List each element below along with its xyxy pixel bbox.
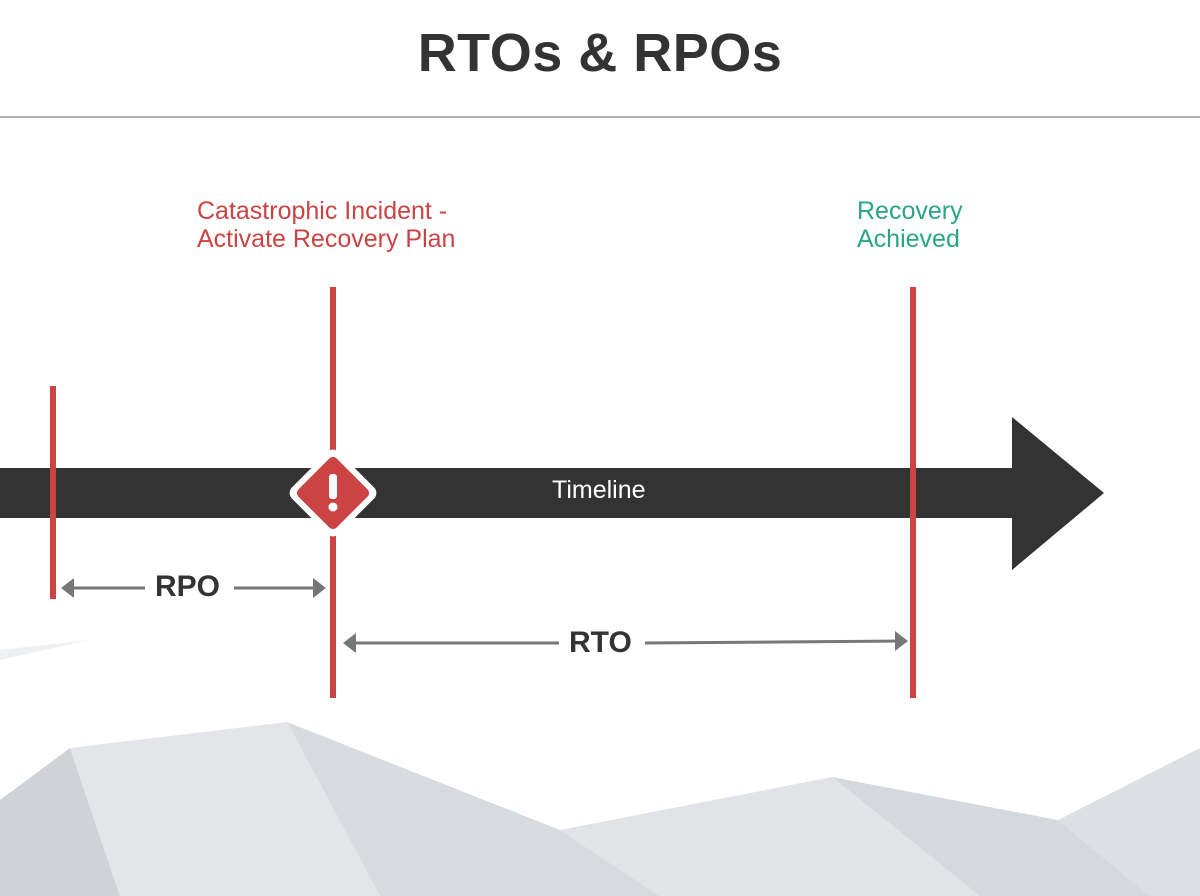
rpo-label: RPO bbox=[145, 570, 230, 604]
rto-label: RTO bbox=[559, 626, 642, 660]
incident-label-line1: Catastrophic Incident - bbox=[197, 197, 448, 225]
mountain-shape bbox=[0, 640, 90, 660]
title-divider bbox=[0, 116, 1200, 118]
timeline-label: Timeline bbox=[552, 476, 646, 504]
warning-diamond-icon bbox=[286, 446, 379, 539]
recovery-label bbox=[857, 197, 963, 253]
recovery-marker bbox=[910, 287, 916, 698]
recovery-label-line2: Achieved bbox=[857, 225, 960, 253]
incident-label-line2: Activate Recovery Plan bbox=[197, 225, 456, 253]
page-title: RTOs & RPOs bbox=[417, 23, 783, 83]
incident-label bbox=[197, 197, 455, 253]
mountain-background bbox=[0, 640, 1200, 896]
recovery-label-line1: Recovery bbox=[857, 197, 963, 225]
rpo-start-marker bbox=[50, 386, 56, 599]
